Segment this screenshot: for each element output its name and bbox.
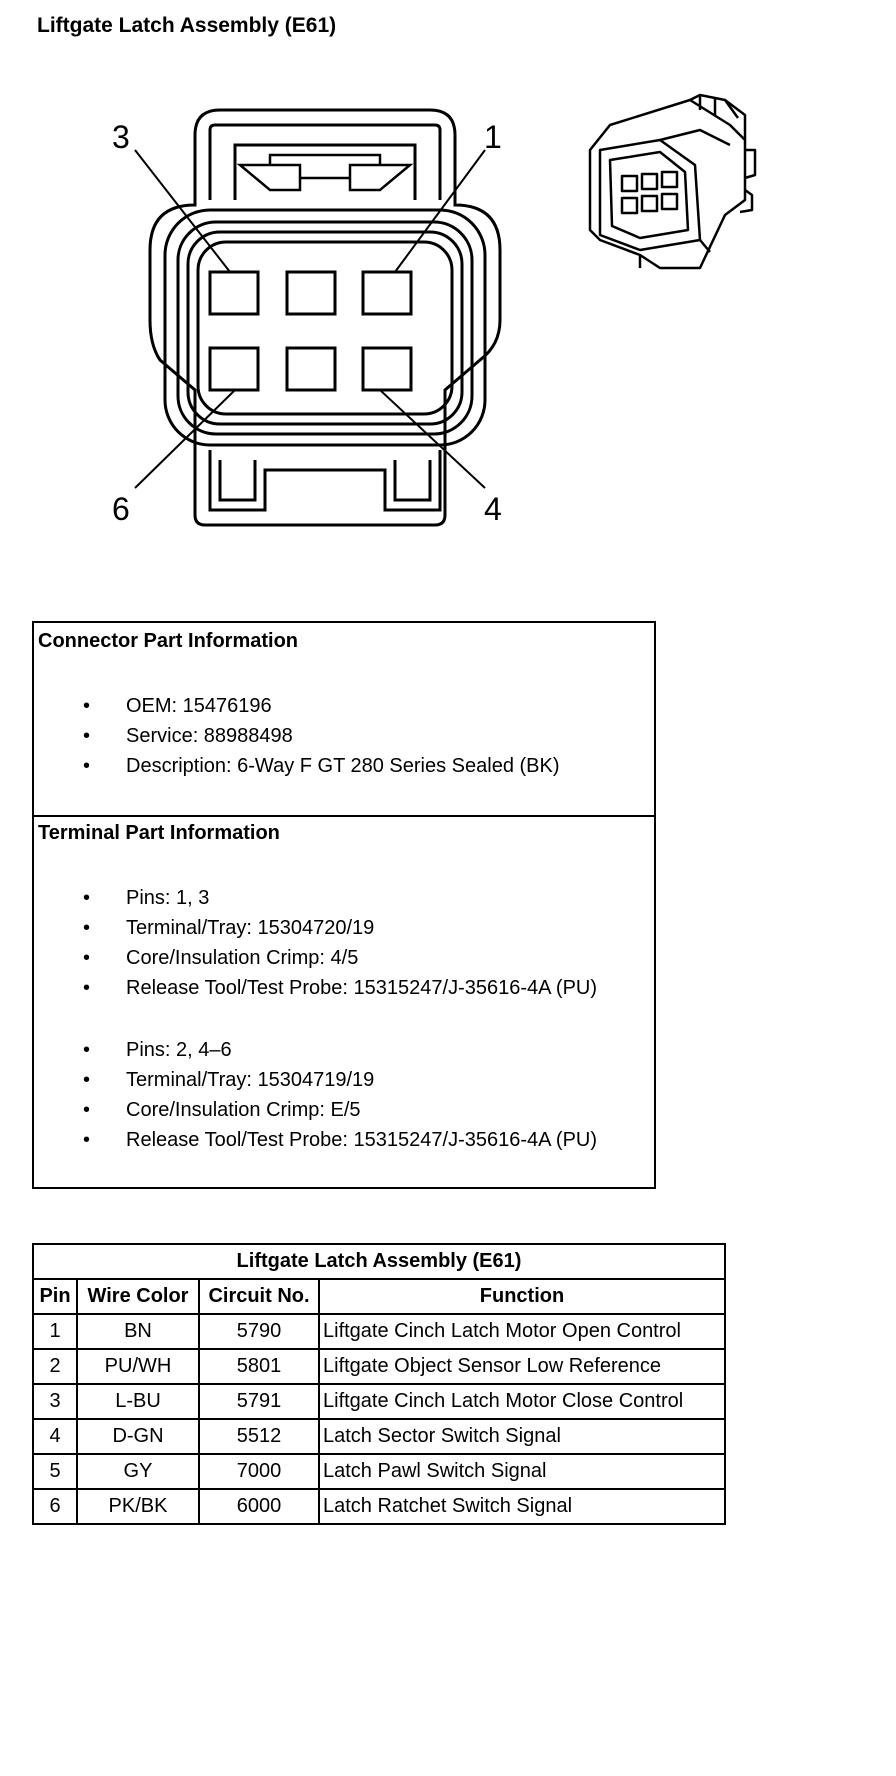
connector-part-list <box>34 691 560 781</box>
terminal-group-1 <box>34 883 597 1003</box>
table-row <box>33 1454 725 1489</box>
wire-color-cell: L-BU <box>77 1384 199 1419</box>
circuit-cell: 7000 <box>199 1454 319 1489</box>
pin-cell: 2 <box>33 1349 77 1384</box>
col-header-circuit: Circuit No. <box>199 1279 319 1314</box>
cavity-1 <box>363 272 411 314</box>
table-row <box>33 1489 725 1524</box>
list-item: • Release Tool/Test Probe: 15315247/J-35616-4A (PU) <box>34 973 597 1003</box>
function-cell: Liftgate Object Sensor Low Reference <box>319 1349 725 1384</box>
circuit-cell: 5790 <box>199 1314 319 1349</box>
circuit-cell: 5791 <box>199 1384 319 1419</box>
page-title: Liftgate Latch Assembly (E61) <box>37 14 337 37</box>
circuit-cell: 5801 <box>199 1349 319 1384</box>
table-row <box>33 1314 725 1349</box>
cavity-6 <box>210 348 258 390</box>
table-row <box>33 1419 725 1454</box>
table-row <box>33 1349 725 1384</box>
pin-cell: 6 <box>33 1489 77 1524</box>
part-info-box <box>32 621 656 1189</box>
list-item: • Service: 88988498 <box>34 721 560 751</box>
list-item: • Core/Insulation Crimp: E/5 <box>34 1095 597 1125</box>
col-header-wire-color: Wire Color <box>77 1279 199 1314</box>
cavity-5 <box>287 348 335 390</box>
list-item: • Pins: 2, 4–6 <box>34 1035 597 1065</box>
cavity-2 <box>287 272 335 314</box>
function-cell: Latch Sector Switch Signal <box>319 1419 725 1454</box>
connector-part-info <box>34 623 654 817</box>
cavity-3 <box>210 272 258 314</box>
callout-6: 6 <box>112 491 130 527</box>
function-cell: Latch Pawl Switch Signal <box>319 1454 725 1489</box>
function-cell: Liftgate Cinch Latch Motor Open Control <box>319 1314 725 1349</box>
wire-color-cell: GY <box>77 1454 199 1489</box>
list-item: • Release Tool/Test Probe: 15315247/J-35616-4A (PU) <box>34 1125 597 1155</box>
cavity-4 <box>363 348 411 390</box>
callout-1: 1 <box>484 119 502 155</box>
list-item: • Terminal/Tray: 15304719/19 <box>34 1065 597 1095</box>
wire-color-cell: D-GN <box>77 1419 199 1454</box>
col-header-function: Function <box>319 1279 725 1314</box>
pin-cell: 5 <box>33 1454 77 1489</box>
wire-color-cell: BN <box>77 1314 199 1349</box>
connector-housing-outline <box>150 110 500 525</box>
connector-isometric-view <box>590 95 755 268</box>
pin-cell: 4 <box>33 1419 77 1454</box>
pin-cell: 1 <box>33 1314 77 1349</box>
table-title: Liftgate Latch Assembly (E61) <box>33 1244 725 1279</box>
callout-3: 3 <box>112 119 130 155</box>
table-header-row <box>33 1279 725 1314</box>
table-row <box>33 1384 725 1419</box>
list-item: • Terminal/Tray: 15304720/19 <box>34 913 597 943</box>
col-header-pin: Pin <box>33 1279 77 1314</box>
list-item: • Description: 6-Way F GT 280 Series Sealed (BK) <box>34 751 560 781</box>
list-item: • Core/Insulation Crimp: 4/5 <box>34 943 597 973</box>
circuit-cell: 5512 <box>199 1419 319 1454</box>
list-item: • OEM: 15476196 <box>34 691 560 721</box>
list-item: • Pins: 1, 3 <box>34 883 597 913</box>
wire-color-cell: PU/WH <box>77 1349 199 1384</box>
wire-color-cell: PK/BK <box>77 1489 199 1524</box>
circuit-cell: 6000 <box>199 1489 319 1524</box>
function-cell: Liftgate Cinch Latch Motor Close Control <box>319 1384 725 1419</box>
pin-out-table <box>32 1243 726 1525</box>
connector-face-diagram <box>0 0 896 600</box>
terminal-group-2 <box>34 1035 597 1155</box>
terminal-part-info-heading: Terminal Part Information <box>38 822 280 844</box>
terminal-part-info <box>34 815 654 1187</box>
callout-4: 4 <box>484 491 502 527</box>
connector-part-info-heading: Connector Part Information <box>38 630 299 652</box>
function-cell: Latch Ratchet Switch Signal <box>319 1489 725 1524</box>
pin-cell: 3 <box>33 1384 77 1419</box>
